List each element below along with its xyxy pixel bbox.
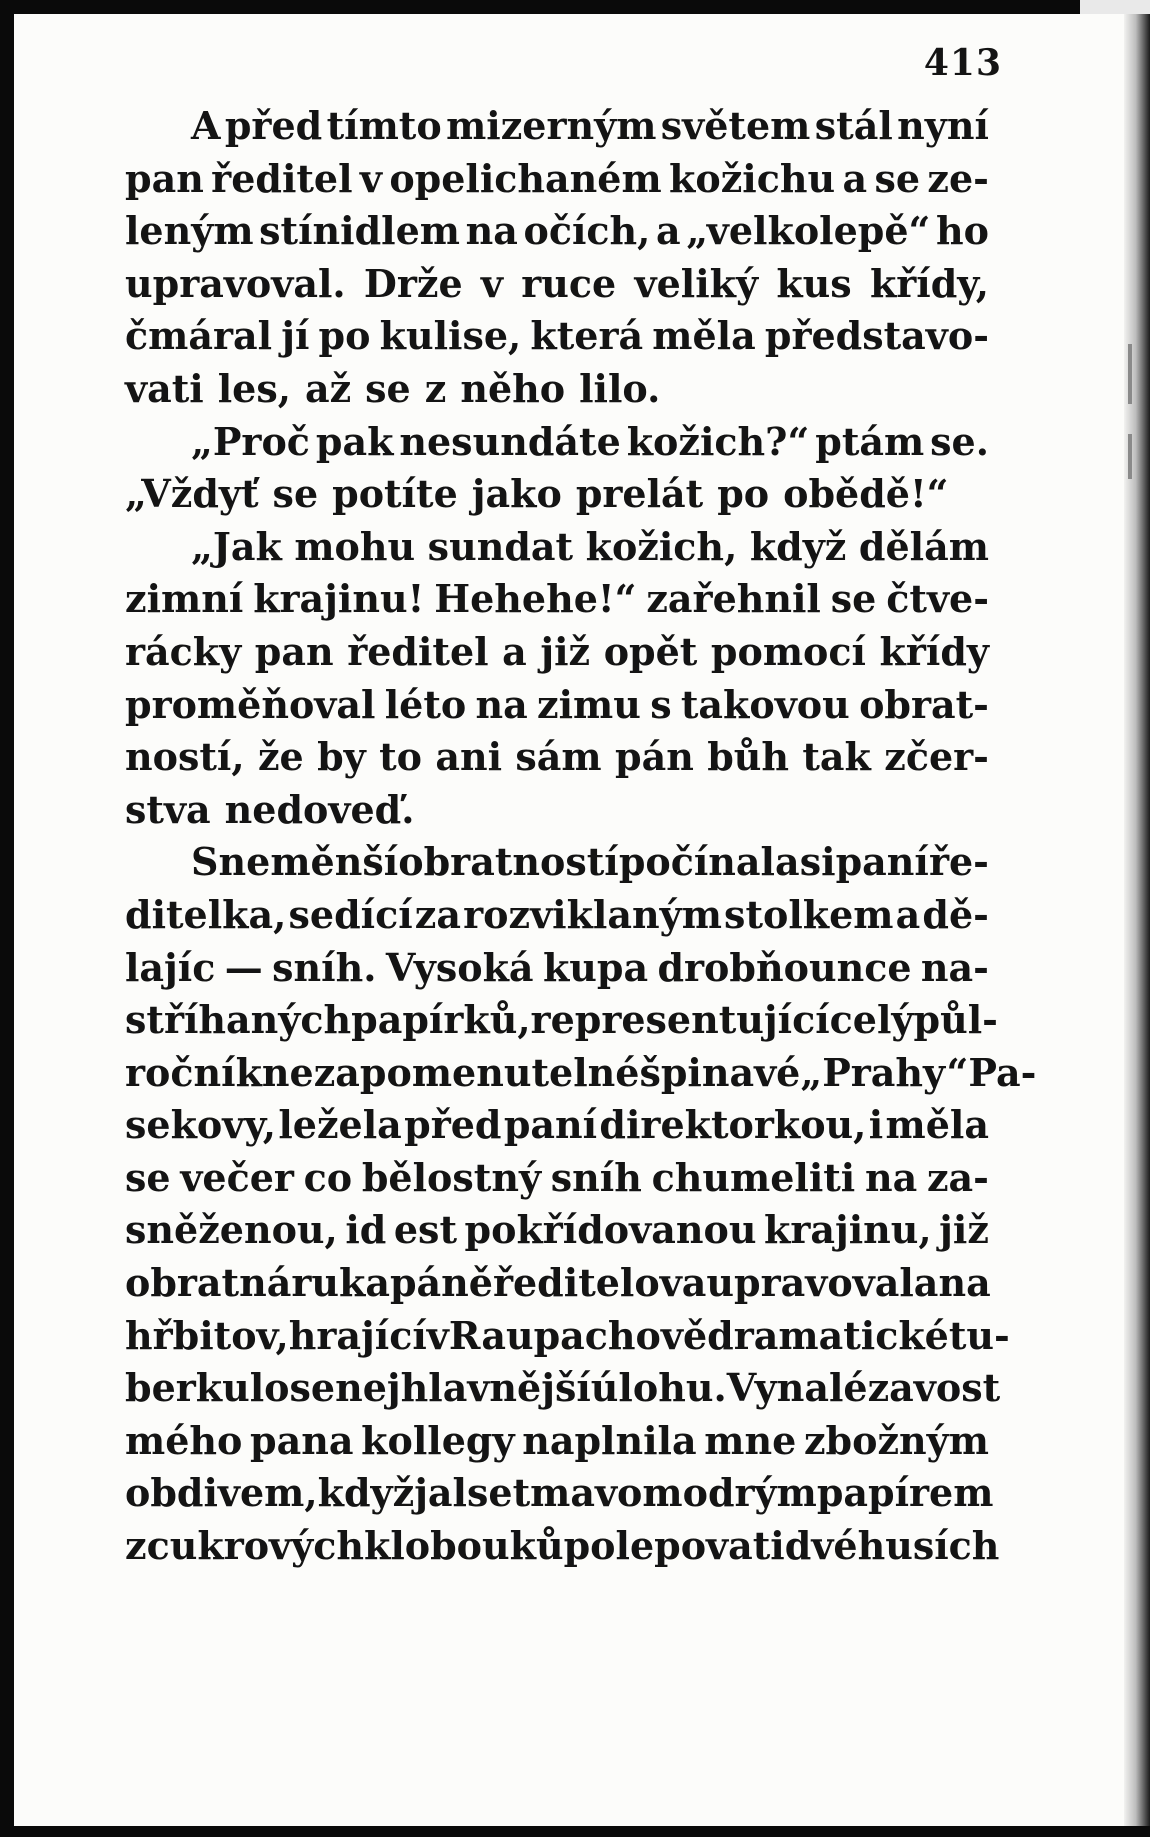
text-line xyxy=(125,1204,989,1257)
word: takovou xyxy=(680,681,850,727)
word: dramatické xyxy=(707,1312,949,1358)
text-line xyxy=(125,1152,989,1205)
word: když xyxy=(317,1470,415,1516)
word: pana xyxy=(250,1417,354,1463)
word: tímto xyxy=(326,103,442,148)
word: sám xyxy=(515,734,602,780)
word: jako xyxy=(471,471,562,517)
word: krajinu! xyxy=(253,576,425,622)
word: leným xyxy=(125,208,254,254)
word: papírků, xyxy=(351,997,531,1043)
word: když xyxy=(749,523,847,569)
word: direktorkou, xyxy=(599,1102,867,1148)
word: tak xyxy=(802,734,871,780)
word: ností, xyxy=(125,734,245,780)
word: před xyxy=(404,1102,502,1148)
word: měla xyxy=(652,313,756,359)
text-line xyxy=(125,573,989,626)
word: — xyxy=(224,944,263,990)
word: „velkolepě“ xyxy=(686,208,931,254)
text-line xyxy=(125,258,989,311)
word: vati xyxy=(125,365,204,411)
word: na xyxy=(465,208,518,254)
word: něho xyxy=(460,365,566,411)
word: lilo. xyxy=(579,365,661,411)
word: ruka xyxy=(291,1260,390,1306)
word: pak xyxy=(315,418,394,464)
word: páně xyxy=(389,1260,493,1306)
word: potíte xyxy=(332,471,458,517)
word: se xyxy=(365,365,411,411)
word: se xyxy=(467,1470,513,1516)
word: zimu xyxy=(537,681,641,727)
word: v xyxy=(359,155,382,201)
word: ruce xyxy=(521,260,617,306)
scan-top-edge xyxy=(1080,0,1150,14)
word: na xyxy=(938,1260,991,1306)
word: sněženou, xyxy=(125,1207,338,1253)
word: S xyxy=(191,839,219,885)
word: chumeliti xyxy=(651,1154,856,1200)
word: dělám xyxy=(858,523,989,569)
word: ho xyxy=(936,208,989,254)
scan-speck xyxy=(1128,344,1132,404)
word: sníh xyxy=(550,1154,642,1200)
word: obdivem, xyxy=(125,1470,318,1516)
page-number: 413 xyxy=(923,42,1002,84)
word: klobouků xyxy=(363,1523,564,1569)
word: na- xyxy=(920,944,989,990)
word: bělostný xyxy=(361,1154,542,1200)
word: nedoveď. xyxy=(224,786,415,832)
word: ročník xyxy=(125,1049,262,1095)
text-line xyxy=(125,1257,989,1310)
word: by xyxy=(317,734,366,780)
text-line xyxy=(125,1047,1037,1100)
word: čmáral xyxy=(125,313,273,359)
word: až xyxy=(304,365,352,411)
word: večer xyxy=(180,1154,294,1200)
word: „Prahy“ xyxy=(800,1049,969,1095)
word: paní xyxy=(835,839,929,885)
word: naplnila xyxy=(522,1417,697,1463)
word: z xyxy=(424,365,447,411)
word: jí xyxy=(281,313,310,359)
text-line xyxy=(125,205,989,258)
word: stínidlem xyxy=(259,208,460,254)
word: hrající xyxy=(288,1312,427,1358)
word: kožich, xyxy=(585,523,738,569)
text-line xyxy=(125,679,989,732)
word: pomocí xyxy=(710,628,866,674)
word: v xyxy=(480,260,503,306)
word: „Proč xyxy=(191,418,310,464)
word: si xyxy=(799,839,836,885)
word: sníh. xyxy=(272,944,377,990)
word: sundat xyxy=(427,523,574,569)
word: která xyxy=(530,313,644,359)
word: kulise, xyxy=(379,313,522,359)
word: hřbitov, xyxy=(125,1312,289,1358)
word: po xyxy=(717,471,770,517)
word: „Jak xyxy=(191,523,282,569)
word: les, xyxy=(217,365,291,411)
word: měla xyxy=(885,1102,989,1148)
word: ře- xyxy=(928,839,989,885)
word: paní xyxy=(503,1102,598,1148)
word: a xyxy=(656,208,681,254)
word: mne xyxy=(704,1417,797,1463)
word: kupa xyxy=(542,944,649,990)
word: A xyxy=(191,103,221,148)
word: na xyxy=(475,681,528,727)
word: krajinu, xyxy=(763,1207,932,1253)
word: upravoval. xyxy=(125,260,346,306)
word: za- xyxy=(926,1154,989,1200)
page-gutter-shadow xyxy=(1124,14,1150,1826)
word: léto xyxy=(384,681,467,727)
word: rácky xyxy=(125,628,242,674)
text-line xyxy=(125,889,989,942)
word: na xyxy=(864,1154,918,1200)
word: papírem xyxy=(816,1470,994,1516)
text-line xyxy=(125,153,989,206)
word: počínala xyxy=(618,839,800,885)
word: id xyxy=(345,1207,387,1253)
word: křídy, xyxy=(869,260,989,306)
text-line xyxy=(125,1467,994,1520)
word: sedící xyxy=(288,891,413,937)
word: ani xyxy=(435,734,503,780)
word: pán xyxy=(615,734,694,780)
word: křídy xyxy=(879,628,989,674)
word: za xyxy=(414,891,461,937)
word: očích, xyxy=(523,208,651,254)
word: s xyxy=(650,681,672,727)
word: ležela xyxy=(278,1102,402,1148)
word: špinavé xyxy=(639,1049,801,1095)
word: est xyxy=(393,1207,457,1253)
word: před xyxy=(224,103,323,148)
word: stříhaných xyxy=(125,997,352,1043)
word: mohu xyxy=(294,523,416,569)
text-line xyxy=(125,836,989,889)
text-line xyxy=(125,468,989,521)
word: sekovy, xyxy=(125,1102,276,1148)
word: kollegy xyxy=(361,1417,515,1463)
text-line xyxy=(125,521,989,574)
word: stva xyxy=(125,786,211,832)
word: ditelka, xyxy=(125,891,287,937)
word: dě- xyxy=(922,891,989,937)
word: nejhlavnější xyxy=(335,1365,591,1411)
word: kožich?“ xyxy=(626,418,810,464)
word: a xyxy=(895,891,921,937)
text-line xyxy=(125,626,989,679)
body-text xyxy=(125,100,1037,1573)
word: lajíc xyxy=(125,944,216,990)
word: po xyxy=(318,313,371,359)
text-line xyxy=(125,1310,1010,1363)
word: obratností xyxy=(398,839,619,885)
word: se xyxy=(830,576,877,622)
word: obědě!“ xyxy=(783,471,949,517)
word: bůh xyxy=(707,734,790,780)
word: obrat- xyxy=(859,681,989,727)
word: „Vždyť xyxy=(125,471,259,517)
text-line xyxy=(125,784,989,837)
word: celý xyxy=(829,997,914,1043)
text-line xyxy=(125,942,989,995)
word: světem xyxy=(660,103,811,148)
word: berkulose xyxy=(125,1365,336,1411)
word: to xyxy=(379,734,422,780)
word: mizerným xyxy=(446,103,657,148)
word: půl- xyxy=(913,997,998,1043)
word: dvé xyxy=(784,1523,858,1569)
word: upravovala xyxy=(706,1260,939,1306)
word: drobňounce xyxy=(657,944,912,990)
word: čtve- xyxy=(886,576,989,622)
word: a xyxy=(502,628,527,674)
word: pan xyxy=(254,628,334,674)
word: ze- xyxy=(927,155,989,201)
word: representující xyxy=(530,997,830,1043)
word: neměnší xyxy=(218,839,399,885)
word: Raupachově xyxy=(448,1312,708,1358)
word: z xyxy=(125,1523,147,1569)
word: kus xyxy=(776,260,852,306)
word: Vynalézavost xyxy=(726,1365,1001,1411)
word: proměňoval xyxy=(125,681,376,727)
text-line xyxy=(125,310,989,363)
word: obratná xyxy=(125,1260,292,1306)
word: stál xyxy=(814,103,893,148)
word: opelichaném xyxy=(389,155,662,201)
text-line xyxy=(125,1520,1000,1573)
word: se xyxy=(874,155,921,201)
word: již xyxy=(540,628,591,674)
text-line xyxy=(125,1362,1001,1415)
word: úlohu. xyxy=(590,1365,727,1411)
word: zčer- xyxy=(884,734,989,780)
word: pokřídovanou xyxy=(464,1207,757,1253)
word: tu- xyxy=(948,1312,1010,1358)
word: nezapomenutelné xyxy=(261,1049,640,1095)
word: ředitel xyxy=(211,155,353,201)
word: se xyxy=(272,471,319,517)
word: jal xyxy=(414,1470,467,1516)
text-line xyxy=(125,100,989,153)
word: Hehehe!“ xyxy=(434,576,637,622)
word: ptám xyxy=(815,418,925,464)
word: zařehnil xyxy=(646,576,821,622)
text-line xyxy=(125,1415,989,1468)
word: kožichu xyxy=(669,155,836,201)
word: Vysoká xyxy=(385,944,534,990)
word: co xyxy=(303,1154,353,1200)
word: tmavomodrým xyxy=(512,1470,817,1516)
word: že xyxy=(257,734,304,780)
word: ředitelova xyxy=(492,1260,707,1306)
word: prelát xyxy=(575,471,704,517)
word: polepovati xyxy=(563,1523,785,1569)
word: nyní xyxy=(897,103,989,148)
word: se xyxy=(125,1154,171,1200)
text-line xyxy=(125,416,989,469)
word: Drže xyxy=(363,260,463,306)
word: husích xyxy=(857,1523,1000,1569)
word: v xyxy=(426,1312,449,1358)
word: již xyxy=(939,1207,989,1253)
word: rozviklaným xyxy=(463,891,722,937)
word: a xyxy=(842,155,868,201)
word: mého xyxy=(125,1417,243,1463)
word: představo- xyxy=(764,313,989,359)
word: opět xyxy=(603,628,698,674)
text-line xyxy=(125,731,989,784)
text-line xyxy=(125,363,989,416)
word: zimní xyxy=(125,576,244,622)
word: i xyxy=(868,1102,884,1148)
word: stolkem xyxy=(724,891,894,937)
word: ředitel xyxy=(347,628,489,674)
word: Pa- xyxy=(968,1049,1037,1095)
word: nesundáte xyxy=(399,418,621,464)
word: se. xyxy=(930,418,989,464)
text-line xyxy=(125,1099,989,1152)
text-line xyxy=(125,994,998,1047)
word: cukrových xyxy=(146,1523,364,1569)
word: zbožným xyxy=(803,1417,989,1463)
scan-speck xyxy=(1128,434,1132,479)
word: pan xyxy=(125,155,204,201)
word: veliký xyxy=(634,260,759,306)
